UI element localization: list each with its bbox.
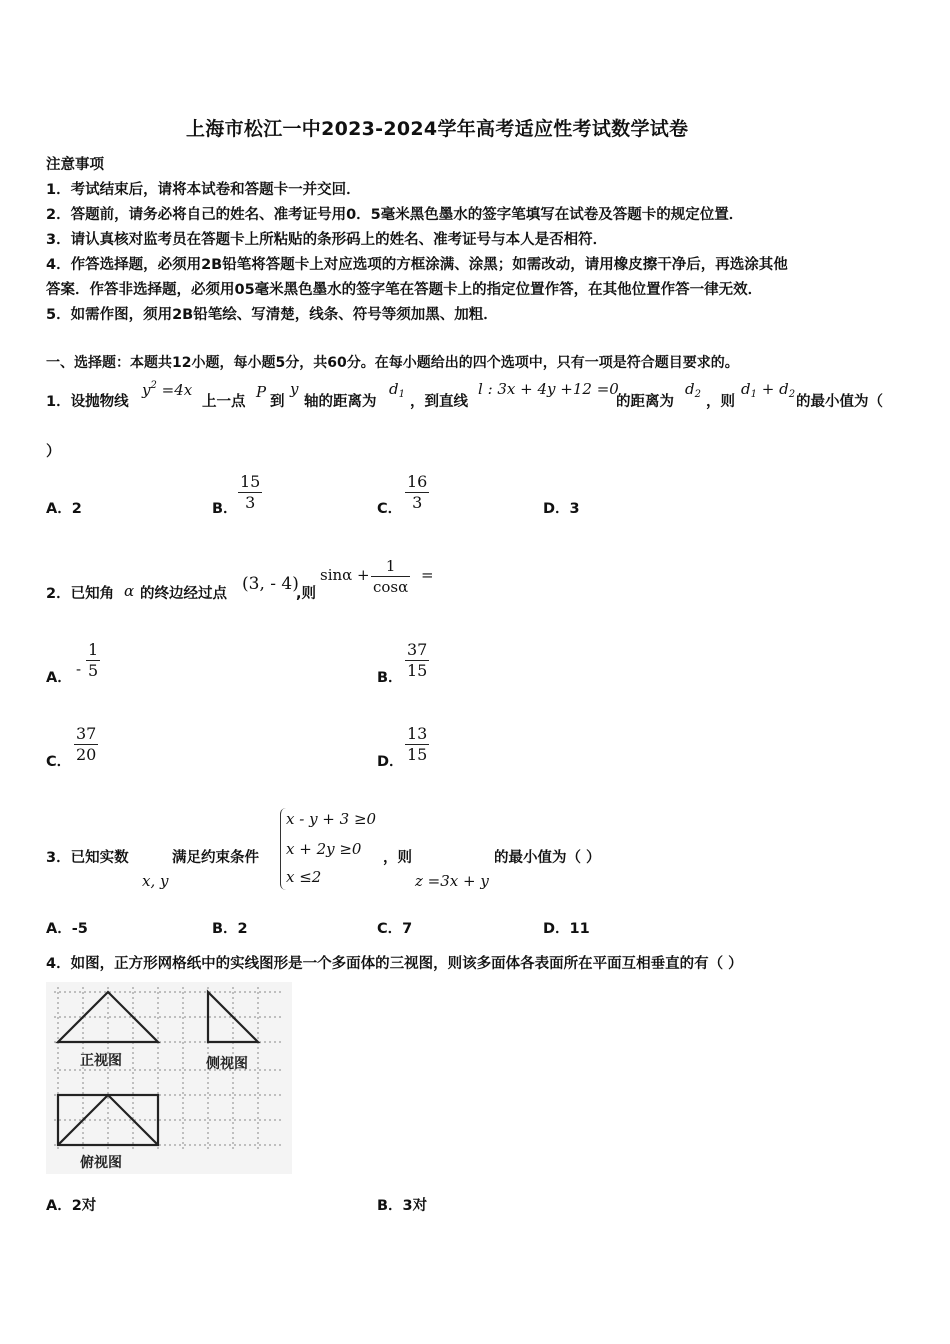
fraction-numerator: 1 [385,557,396,575]
q1-sum-op: + [756,380,780,398]
q2-option-a-fraction [86,640,100,681]
q3-objective: z =3x + y [415,872,489,890]
q1-sum-d2: d [779,380,789,398]
q2-option-a-sign: - [76,660,82,678]
fraction-denominator: 15 [407,745,428,764]
q3-text: 满足约束条件 [172,850,259,866]
q2-expr-fraction [371,556,410,597]
notice-item: 2．答题前，请务必将自己的姓名、准考证号用0．5毫米黑色墨水的签字笔填写在试卷及答题卡的规定位置． [46,207,744,223]
q2-equals: = [421,566,434,584]
q1-text: 的最小值为（ [796,394,883,410]
q1-option-d[interactable]: D．3 [543,501,580,517]
q2-point: (3, - 4) [242,574,299,594]
fraction-denominator: 5 [88,661,99,680]
q2-option-a[interactable]: A． [46,670,72,686]
q1-parabola-y: y [142,381,151,399]
q2-expr: sinα + [320,566,370,584]
q1-d1-symbol: d [389,380,399,398]
q1-parabola [142,380,192,399]
q3-constraint-2: x + 2y ≥0 [286,840,362,858]
q2-text: 的终边经过点 [140,586,227,602]
fraction-numerator: 13 [407,724,428,743]
q2-option-b[interactable]: B． [377,670,403,686]
fraction-denominator: 3 [245,493,256,512]
q3-text: 的最小值为（ ） [494,850,601,866]
notice-heading: 注意事项 [46,157,104,173]
fraction-denominator: cosα [373,578,409,596]
q1-text: ，则 [706,394,735,410]
q1-d2-sub: 2 [694,389,701,400]
notice-item: 1．考试结束后，请将本试卷和答题卡一并交回． [46,182,361,198]
q1-axis: y [290,380,299,398]
q3-vars: x, y [142,872,169,890]
q4-option-b[interactable]: B．3对 [377,1198,428,1214]
q1-text: 轴的距离为 [304,394,377,410]
q2-option-d[interactable]: D． [377,754,404,770]
q1-line: l : 3x + 4y +12 =0 [478,380,619,398]
side-view-label: 侧视图 [206,1055,248,1071]
fraction-denominator: 15 [407,661,428,680]
q1-text: 1．设抛物线 [46,394,129,410]
q1-text: ，到直线 [410,394,468,410]
q1-text: 的距离为 [616,394,674,410]
q1-text: 到 [270,394,285,410]
q1-parabola-rhs: =4x [156,381,193,399]
q1-d2 [685,380,701,400]
q1-option-c[interactable]: C． [377,501,403,517]
section-heading: 一、选择题：本题共12小题，每小题5分，共60分。在每小题给出的四个选项中，只有一项是符合题目要求的。 [46,355,739,371]
q3-text: 3．已知实数 [46,850,129,866]
q2-option-d-fraction [405,724,429,765]
front-view-label: 正视图 [80,1052,122,1068]
q1-parabola-exp: 2 [150,380,157,391]
q3-option-a[interactable]: A．-5 [46,921,88,937]
page-title: 上海市松江一中2023-2024学年高考适应性考试数学试卷 [186,118,689,140]
q2-option-b-fraction [405,640,429,681]
q3-option-d[interactable]: D．11 [543,921,590,937]
fraction-numerator: 1 [88,640,99,659]
notice-item: 答案．作答非选择题，必须用05毫米黑色墨水的签字笔在答题卡上的指定位置作答，在其他位置作答一律无效． [46,282,763,298]
q1-point: P [256,383,267,401]
q1-sum-d1: d [741,380,751,398]
q1-d2-symbol: d [685,380,695,398]
q1-option-c-fraction [405,472,429,513]
q1-sum [741,380,795,400]
fraction-numerator: 15 [240,472,261,491]
q2-option-c-fraction [74,724,98,765]
fraction-numerator: 16 [407,472,428,491]
fraction-numerator: 37 [76,724,97,743]
q1-option-b-fraction [238,472,262,513]
q3-constraint-1: x - y + 3 ≥0 [286,810,377,828]
three-view-figure [46,982,292,1174]
q3-constraint-3: x ≤2 [286,868,322,886]
fraction-numerator: 37 [407,640,428,659]
q1-sum-d1-sub: 1 [750,389,757,400]
notice-item: 5．如需作图，须用2B铅笔绘、写清楚，线条、符号等须加黑、加粗． [46,307,498,323]
q2-option-c[interactable]: C． [46,754,72,770]
q4-text: 4．如图，正方形网格纸中的实线图形是一个多面体的三视图，则该多面体各表面所在平面互相垂直的有（ ） [46,956,743,972]
q2-text: ,则 [296,586,317,602]
q1-sum-d2-sub: 2 [788,389,796,400]
q2-text: 2．已知角 [46,586,115,602]
notice-item: 3．请认真核对监考员在答题卡上所粘贴的条形码上的姓名、准考证号与本人是否相符． [46,232,608,248]
q1-text: ） [46,444,61,460]
top-view-label: 俯视图 [80,1154,122,1170]
q3-option-b[interactable]: B．2 [212,921,248,937]
q2-alpha: α [124,582,135,600]
q1-option-a[interactable]: A．2 [46,501,82,517]
q1-text: 上一点 [202,394,246,410]
fraction-denominator: 3 [412,493,423,512]
notice-item: 4．作答选择题，必须用2B铅笔将答题卡上对应选项的方框涂满、涂黑；如需改动，请用橡皮擦干净后，再选涂其他 [46,257,788,273]
q1-d1-sub: 1 [398,389,405,400]
q1-option-b[interactable]: B． [212,501,238,517]
q3-text: ，则 [383,850,412,866]
q1-d1 [389,380,405,400]
fraction-denominator: 20 [76,745,97,764]
q3-option-c[interactable]: C．7 [377,921,413,937]
q4-option-a[interactable]: A．2对 [46,1198,97,1214]
